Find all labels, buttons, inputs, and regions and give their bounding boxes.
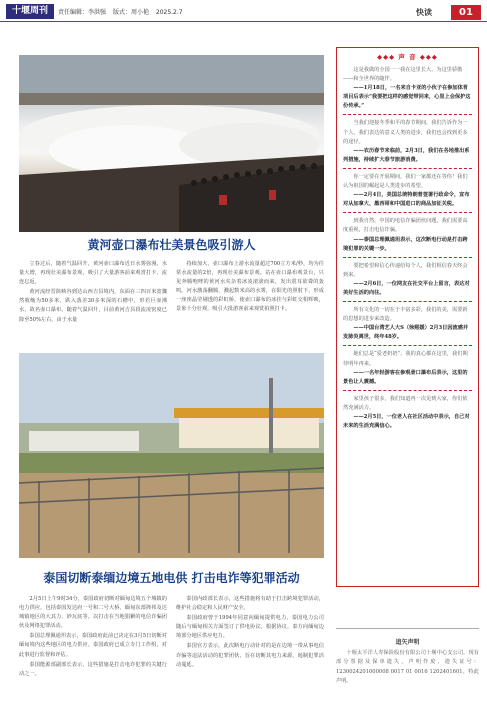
- border-checkpoint-photo: [19, 353, 324, 558]
- voice-item: [343, 173, 472, 209]
- divider: [343, 345, 472, 346]
- voice-item: [343, 350, 472, 386]
- voice-item: [343, 262, 472, 298]
- voice-text: 要把希望和信心传递给每个人，我们相信春天终会到来。: [343, 262, 468, 278]
- article1-headline: 黄河壶口瀑布壮美景色吸引游人: [87, 238, 256, 252]
- divider: [343, 390, 472, 391]
- voice-text: 你一定要在开展期间，我们一家都还在等你！我们认为祖国的崛起是人类进步的希望。: [343, 173, 468, 190]
- voice-text: 当我们迎接冬季和平的春节期间，我们告诉作为一个人，我们表达的意义人类的进步，我们也会找到更多的途径。: [343, 120, 468, 145]
- layout-credit: 版式：周小艳: [112, 9, 149, 16]
- issue-date: 2025.2.7: [155, 9, 183, 16]
- divider: [343, 212, 472, 213]
- voice-quote: ——泰国总理佩通坦表示，这次断电行动是打击跨境犯罪的关键一步。: [343, 236, 468, 252]
- page-header: [0, 0, 487, 22]
- voice-quote: ——2月5日，一位老人在社区活动中表示，自己对未来的生活充满信心。: [343, 414, 470, 430]
- voice-text: 到我自然，中国的电信诈骗团伙问题，我们需要高度重视，打击电信诈骗。: [343, 218, 468, 234]
- disclaimer-title: 追矢声明: [395, 639, 420, 646]
- paragraph: 黄河流经晋陕峡谷到达山西吉县境内，东面在三四百米宽骤然收缩为50多米，跌入落差30多米深的石槽中，形若巨壶沸水，故名壶口瀑布。随着气温回升，目前黄河吉县段流凌密度已降至50%左右，由于水量: [19, 289, 167, 323]
- article2-headline: 泰国切断泰缅边境五地电供 打击电诈等犯罪活动: [43, 571, 300, 585]
- paragraph: 泰国能源部副部长表示，这些措施是打击电诈犯罪的关键行动之一。: [19, 661, 167, 677]
- editor-credits: [58, 7, 188, 16]
- article1-body-col1: [19, 260, 167, 326]
- section-label: 快读: [416, 8, 432, 17]
- voice-item: [343, 217, 472, 253]
- diamond-icon: ◆◆◆: [419, 53, 438, 61]
- waterfall-photo: [19, 55, 324, 232]
- paragraph: 立春过后，随着气温回升，黄河壶口瀑布近日水雾弥漫、水量大增，再现壮美瀑布景观，吸引了大量游客前来观赏打卡、流连忘返。: [19, 261, 167, 286]
- article1-body-col2: [176, 260, 324, 316]
- disclaimer-body: 十堰太平洋人寿保险股份有限公司十堰中心支公司，现有部分票据及保单遗失，声明作废，遗失证号：1230024201000008 0017 01 0016 1202401601，特此声明。: [336, 650, 479, 685]
- voices-title-text: 声 音: [398, 53, 417, 61]
- voice-item: [343, 66, 472, 111]
- diamond-icon: ◆◆◆: [377, 53, 396, 61]
- voice-quote: ——2月6日，一位网友在社交平台上留言，表达对美好生活的向往。: [343, 280, 470, 296]
- article2-body-col1: [19, 595, 167, 680]
- voice-quote: ——农历春节来临前，2月3日，我们在各地推出系列措施，持续扩大春节旅游消费。: [343, 147, 470, 163]
- voices-box: [336, 47, 479, 587]
- voice-text: 这是我做的全国一一我在这里长大，为这里骄傲——和全世界的随伴。: [343, 67, 463, 83]
- voice-item: [343, 119, 472, 164]
- voice-text: 所有文化的一切在于丰富多彩，我们的美，需要新的思想的进步来改造。: [343, 307, 468, 323]
- editor-credit: 责任编辑：李洪强: [58, 9, 107, 16]
- voice-quote: ——中国台湾艺人大S（徐熙媛）2月3日因流感并发肺炎离世，终年48岁。: [343, 325, 469, 341]
- paragraph: 泰国总理佩通坦表示，泰国政府此前已决定在3月5日切断对缅甸境内这些地区的电力供应。泰国政府已成立专门工作组，对此事进行监督和评估。: [19, 633, 167, 658]
- divider: [343, 257, 472, 258]
- divider: [343, 168, 472, 169]
- paragraph: 泰国政府曾于1994年同意向缅甸提供电力，泰国电力公司随后与缅甸相关方面签订了供电协议。根据协议，泰方向缅甸边境部分地区供应电力。: [176, 615, 324, 640]
- paragraph: 2月5日上午9时34分，泰国政府切断对缅甸边境五个城镇的电力供应，包括泰国发达府一号和二号大桥、缅甸东部掸邦及达城镇地区的大其力、妙瓦底等。以打击在当地猖獗的电信诈骗团伙及网络犯罪活动。: [19, 596, 167, 630]
- voice-quote: ——2月4日，美国总统特朗普签署行政命令，宣布对从加拿大、墨西哥和中国进口的商品加征关税。: [343, 192, 470, 208]
- masthead-logo: 十堰周刊: [6, 4, 54, 19]
- voices-title: [343, 52, 472, 61]
- voice-text: 她们总是“爱老奶奶”，我的真心都在这里，我们期待明年再来。: [343, 351, 468, 367]
- article2-body-col2: [176, 595, 324, 671]
- waterfall-photo-drawing: [19, 55, 324, 232]
- paragraph: 泰国官方表示，此次断电行动针对的是在边境一带从事电信诈骗等违法活动的犯罪团伙，旨在切断其电力来源，遏制犯罪活动蔓延。: [176, 643, 324, 668]
- paragraph: 持续加大，壶口瀑布上游水流量超过700立方米/秒，均为往常水流量的2倍，再现壮美瀑布景观。站在壶口瀑布观景台，只见奔腾咆哮的黄河水夹杂着冰凌滚滚而来，发出震耳欲聋的轰鸣。河水激荡翻腾，溅起数米高的水雾，在阳光的照射下，形成一座座晶莹剔透的彩虹桥，使壶口瀑布的冰挂与彩虹交相辉映，景象十分壮观，吸引大批游客前来观赏拍照打卡。: [176, 261, 324, 313]
- voice-item: [343, 306, 472, 342]
- border-photo-drawing: [19, 353, 324, 558]
- page-number: 01: [451, 5, 481, 20]
- divider: [343, 114, 472, 115]
- disclaimer-notice: [336, 628, 479, 698]
- voice-text: 家里孩子很多，我们知道再一次见到大家，你们依然充满活力。: [343, 395, 468, 411]
- voice-item: [343, 395, 472, 431]
- paragraph: 泰国内政部长表示，这些措施将有助于打击跨境犯罪活动，维护社会稳定和人民财产安全。: [176, 596, 324, 612]
- voice-quote: ——1月18日，一名来自卡亚的小伙子在参加体育项目后表示“我要把这样的感觉带回来，心里上会保护这份传承。”: [343, 85, 471, 110]
- divider: [343, 301, 472, 302]
- voice-quote: ——一名年轻游客在参观壶口瀑布后表示，这里的景色让人震撼。: [343, 369, 468, 385]
